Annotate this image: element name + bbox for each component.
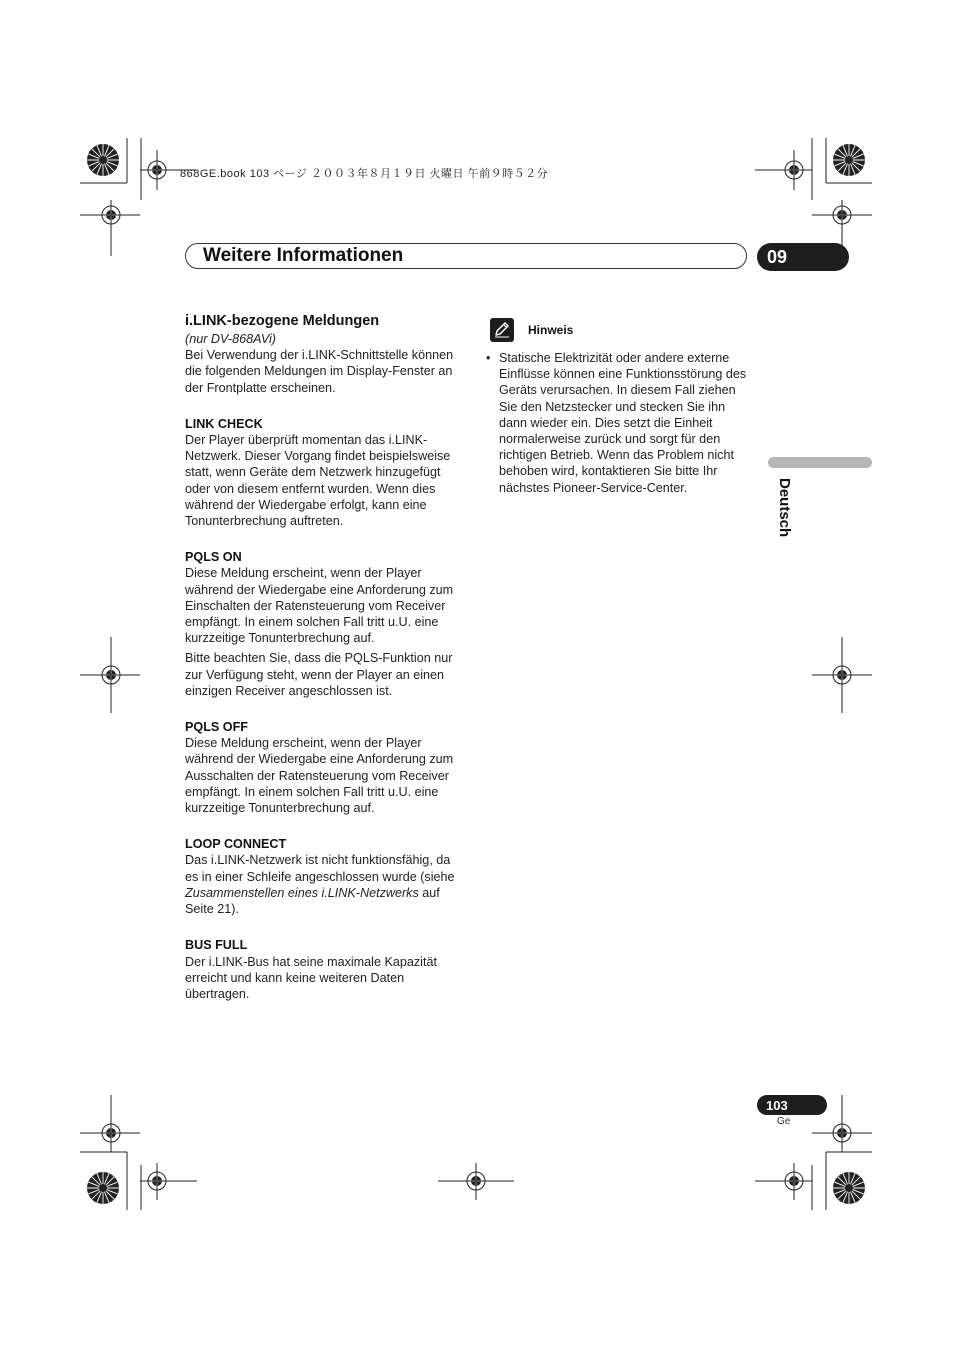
section-heading: i.LINK-bezogene Meldungen <box>185 313 380 329</box>
note-item <box>486 350 748 496</box>
message-text-pqls-off: Diese Meldung erscheint, wenn der Player während der Wiedergabe eine Anforderung zum Ausschalten der Ratensteuerung vom Receiver empfängt. In einem solchen Fall tritt u.U. eine kurzzeitige Tonunterbrechung auf. <box>185 736 454 816</box>
chapter-number: 09 <box>767 247 788 267</box>
section-subheading: (nur DV-868AVi) <box>185 332 276 346</box>
language-tab-bar <box>768 457 872 468</box>
book-info-line: 868GE.book 103 ページ ２００３年８月１９日 火曜日 午前９時５２分 <box>180 168 549 180</box>
loop-connect-text-a: Das i.LINK-Netzwerk ist nicht funktionsfähig, da es in einer Schleife angeschlossen wurde (siehe <box>185 853 455 884</box>
section-intro: Bei Verwendung der i.LINK-Schnittstelle können die folgenden Meldungen im Display-Fenster an der Frontplatte erscheinen. <box>185 348 454 395</box>
page-language-code: Ge <box>777 1116 791 1127</box>
pencil-icon <box>490 318 514 342</box>
crop-mark-top-left <box>80 138 197 256</box>
language-text: Deutsch <box>776 478 793 538</box>
note-text: Statische Elektrizität oder andere externe Einflüsse können eine Funktionsstörung des Geräts verursachen. In diesem Fall ziehen Sie den Netzstecker und stecken Sie ihn dann wieder ein. Dies setzt die Einheit normalerweise zurück und sorgt für den richtigen Betrieb. Wenn das Problem nicht behoben wird, kontaktieren Sie bitte Ihr nächstes Pioneer-Service-Center. <box>499 351 747 495</box>
loop-connect-reference: Zusammenstellen eines i.LINK-Netzwerks <box>185 885 419 900</box>
message-title-pqls-off: PQLS OFF <box>185 720 248 735</box>
note-label: Hinweis <box>528 323 574 337</box>
page-title: Weitere Informationen <box>203 245 404 266</box>
message-text-pqls-on: Diese Meldung erscheint, wenn der Player während der Wiedergabe eine Anforderung zum Einschalten der Ratensteuerung vom Receiver empfängt. In einem solchen Fall tritt u.U. eine kurzzeitige Tonunterbrechung auf. <box>185 566 454 646</box>
crop-mark-bottom-left <box>80 1095 197 1210</box>
language-label <box>753 478 813 558</box>
crop-mark-middle-left <box>80 637 140 713</box>
message-note-pqls-on: Bitte beachten Sie, dass die PQLS-Funktion nur zur Verfügung steht, wenn der Player an einen einzigen Receiver angeschlossen ist. <box>185 651 453 698</box>
message-text-loop-connect <box>185 852 460 917</box>
left-column <box>185 312 460 1002</box>
page-number: 103 <box>766 1098 788 1113</box>
crop-mark-bottom-center <box>438 1163 514 1200</box>
message-title-pqls-on: PQLS ON <box>185 550 242 565</box>
crop-mark-middle-right <box>812 637 872 713</box>
crop-mark-top-right <box>755 138 872 256</box>
message-title-bus-full: BUS FULL <box>185 938 248 953</box>
message-title-link-check: LINK CHECK <box>185 416 263 431</box>
note-list <box>486 350 748 496</box>
message-title-loop-connect: LOOP CONNECT <box>185 837 287 852</box>
right-column <box>486 350 748 496</box>
message-text-bus-full: Der i.LINK-Bus hat seine maximale Kapazität erreicht und kann keine weiteren Daten übertragen. <box>185 954 437 1001</box>
message-text-link-check: Der Player überprüft momentan das i.LINK-Netzwerk. Dieser Vorgang findet beispielsweise statt, wenn Geräte dem Netzwerk hinzugefügt oder von diesem entfernt wurden. Wenn dies während der Wiedergabe erfolgt, kann eine Tonunterbrechung auftreten. <box>185 433 451 529</box>
loop-connect-text-b: auf Seite 21). <box>185 885 440 917</box>
bullet-icon: • <box>486 351 491 365</box>
